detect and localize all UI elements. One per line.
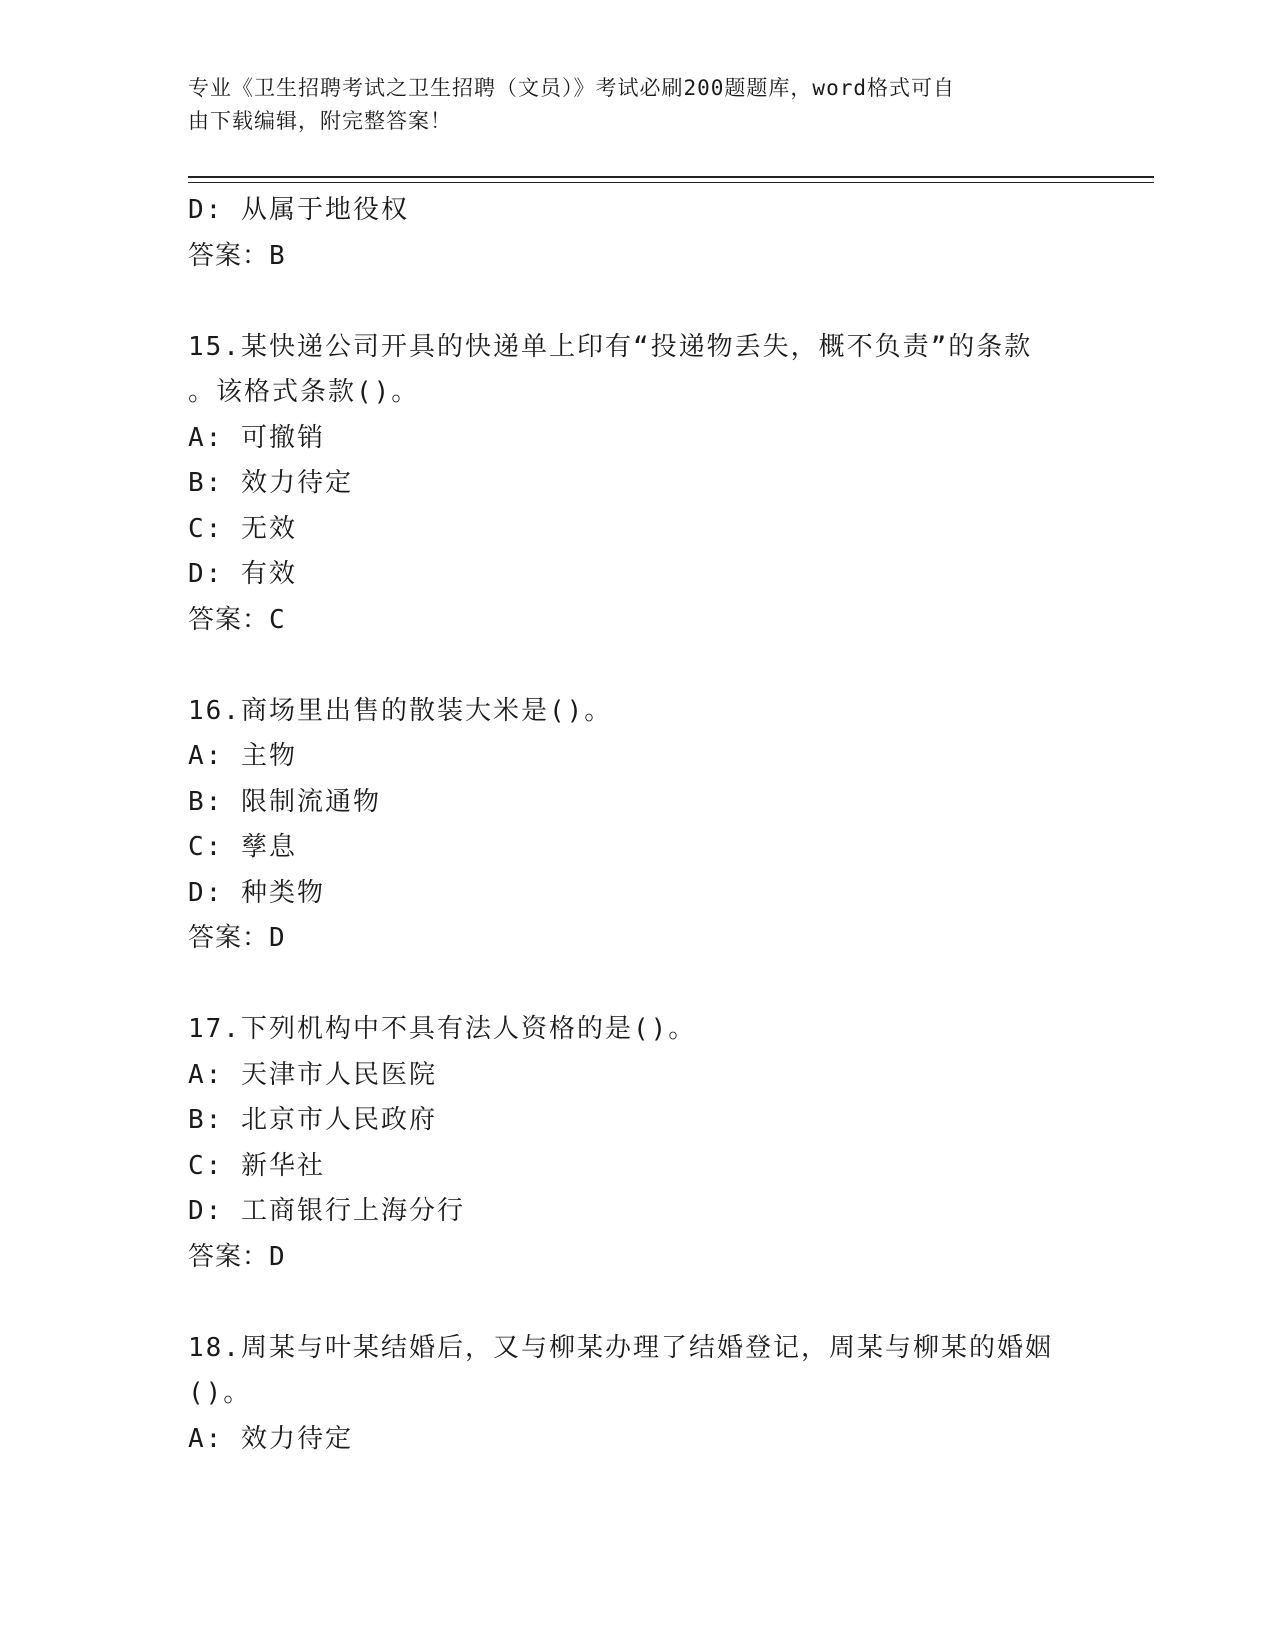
answer-value: D	[269, 923, 286, 953]
question-spacer	[188, 279, 1088, 325]
answer-line	[188, 234, 1088, 280]
header-title-line-2: 由下载编辑，附完整答案！	[188, 109, 452, 133]
answer-value: C	[269, 604, 286, 635]
answer-line	[188, 1235, 1088, 1281]
question-stem-line-2: ()。	[188, 1378, 252, 1408]
question-16	[188, 689, 1088, 962]
option-a: A: 可撤销	[188, 422, 325, 453]
question-stem-line-1: 15.某快递公司开具的快递单上印有“投递物丢失，概不负责”的条款	[188, 331, 1033, 362]
question-stem-line-1: 16.商场里出售的散装大米是()。	[188, 695, 613, 726]
option-d: D: 种类物	[188, 877, 325, 908]
option-a: A: 主物	[188, 741, 297, 771]
option-d: D: 有效	[188, 559, 297, 589]
answer-label: 答案：	[188, 1241, 270, 1272]
header-divider-thin	[188, 182, 1154, 183]
answer-value: D	[269, 1241, 286, 1272]
question-18	[188, 1326, 1088, 1463]
question-stem-line-1: 17.下列机构中不具有法人资格的是()。	[188, 1014, 697, 1044]
header-divider-thick	[188, 176, 1154, 178]
option-b: B: 效力待定	[188, 468, 353, 498]
option-d: D: 工商银行上海分行	[188, 1196, 465, 1226]
header-title-line-1: 专业《卫生招聘考试之卫生招聘（文员）》考试必刷200题题库，word格式可自	[188, 76, 955, 100]
question-17	[188, 1007, 1088, 1280]
answer-label: 答案：	[188, 923, 270, 953]
answer-value: B	[269, 240, 286, 271]
option-c: C: 无效	[188, 513, 297, 544]
answer-line	[188, 598, 1088, 644]
question-spacer	[188, 962, 1088, 1008]
question-stem-line-1: 18.周某与叶某结婚后，又与柳某办理了结婚登记，周某与柳某的婚姻	[188, 1332, 1053, 1363]
answer-label: 答案：	[188, 604, 270, 635]
option-b: B: 北京市人民政府	[188, 1105, 437, 1135]
option-a: A: 天津市人民医院	[188, 1059, 437, 1090]
question-stem-line-2: 。该格式条款()。	[188, 377, 420, 407]
question-list	[188, 188, 1088, 1462]
option-d: D: 从属于地役权	[188, 195, 409, 225]
answer-line	[188, 916, 1088, 962]
question-spacer	[188, 643, 1088, 689]
question-15	[188, 325, 1088, 644]
option-a: A: 效力待定	[188, 1423, 353, 1454]
question-fragment	[188, 188, 1088, 279]
option-b: B: 限制流通物	[188, 786, 381, 817]
question-spacer	[188, 1280, 1088, 1326]
answer-label: 答案：	[188, 240, 270, 271]
option-c: C: 孳息	[188, 832, 297, 862]
document-header	[188, 72, 1068, 138]
option-c: C: 新华社	[188, 1150, 325, 1181]
